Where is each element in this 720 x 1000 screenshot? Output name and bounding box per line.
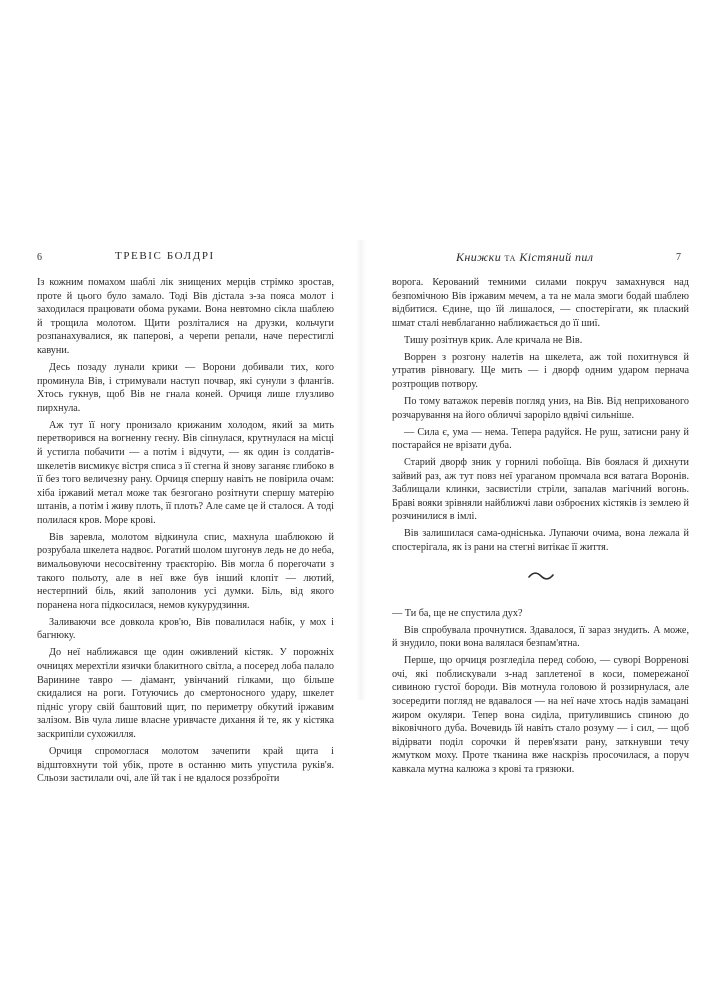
- paragraph: Із кожним помахом шаблі лік знищених мерців стрімко зростав, проте й цього було замало. Тоді Вів дістала з-за пояса молот і заходилася працювати обома руками. Вона невтомно сікла шаблею й трощила молотом. Щити розліталися на друзки, кольчуги розпанахувалися, як паперові, а черепи репали, наче перестиглі кавуни.: [37, 277, 334, 356]
- paragraph: Вів залишилася сама-одніснька. Лупаючи очима, вона лежала й спостерігала, як із рани на стегні витікає її життя.: [392, 528, 689, 554]
- paragraph: ворога. Керований темними силами покруч замахнувся над безпомічною Вів іржавим мечем, а та не мала змоги бодай шаблею відбитися. Єдине, що їй лишалося, — спостерігати, як плаский шмат сталі невблаганно наближається до її шиї.: [392, 277, 689, 329]
- right-page-number: 7: [676, 252, 681, 263]
- book-gutter: [356, 240, 366, 700]
- ornament-icon: [527, 571, 555, 581]
- paragraph: — Сила є, ума — нема. Тепера радуйся. Не руш, затисни рану й постарайся не врізати дуба.: [392, 426, 689, 452]
- paragraph: Орчиця спромоглася молотом зачепити край щита і відштовхнути той убік, проте в останню мить упустила руків'я. Сльози застилали очі, але їй так і не вдалося роззброїти: [37, 745, 334, 785]
- running-head-title-1: Книжки: [456, 250, 502, 264]
- paragraph: До неї наближався ще один оживлений кістяк. У порожніх очницях мерехтіли язички блакитного світла, а посеред лоба палало Варинине тавро — діамант, увінчаний гілками, що більше скидалися на роги. Готуючись до смертоносного удару, шкелет підніс угору свій баштовий щит, по периметру обкутий іржавим залізом. Вів чула лише власне уривчасте дихання й те, як у кістяка заскрипіли сухожилля.: [37, 647, 334, 740]
- section-break-ornament: [392, 569, 689, 585]
- left-page-number: 6: [37, 252, 42, 263]
- paragraph: Десь позаду лунали крики — Ворони добивали тих, кого проминула Вів, і стримували наступ почвар, які сунули з флангів. Хтось гукнув, щоб Вів не гнала коней. Орчиця лише глузливо пирхнула.: [37, 361, 334, 414]
- paragraph: По тому ватажок перевів погляд униз, на Вів. Від неприхованого розчарування на його обличчі зароріло вдвічі сильніше.: [392, 395, 689, 421]
- paragraph: Старий дворф зник у горнилі побоїща. Вів боялася й дихнути зайвий раз, аж тут повз неї ураганом промчала вся ватага Воронів. Заблищали клинки, засвистіли стріли, запалав магічний вогонь. Браві вояки зрівняли найближчі лави озброєних кістяків із землею й розчинилися в імлі.: [392, 457, 689, 523]
- paragraph: Вів спробувала прочнутися. Здавалося, її зараз знудить. А може, й знудило, поки вона валялася безпам'ятна.: [392, 624, 689, 650]
- left-page-text: [37, 276, 334, 789]
- paragraph: Аж тут її ногу пронизало крижаним холодом, який за мить перетворився на вогненну геєну. Вів сіпнулася, крутнулася на місці й устигла побачити — а потім і відчути, — як один із солдатів-шкелетів висмикує вістря списа з її стегна й знову заганяє глибоко в її без того величезну рану. Орчиця спершу навіть не повірила очам: хіба іржавий метал може так безгогано розітнути спершу матерію штанів, а потім і живу плоть, її плоть? Але саме це й сталося. А тоді полилася кров. Море крові.: [37, 419, 334, 526]
- paragraph: — Ти ба, ще не спустила дух?: [392, 607, 523, 619]
- paragraph: Тишу розітнув крик. Але кричала не Вів.: [404, 334, 583, 346]
- paragraph: Заливаючи все довкола кров'ю, Вів повалилася набік, у мох і багнюку.: [37, 616, 334, 642]
- paragraph: Вів заревла, молотом відкинула спис, махнула шаблюкою й розрубала шкелета надвоє. Рогатий шолом шугонув ледь не до неба, вимальовуючи несосвітенну траєкторію. Вів могла б порегочати з такого польоту, але в неї вже був інший клопіт — лютий, нестерпний біль, який заполонив усі думки. Біль, від якого поранена нога підкосилася, немов кукурудзиння.: [37, 531, 334, 611]
- running-head-title-2: Кістяний пил: [519, 250, 594, 264]
- right-running-head: [456, 250, 593, 265]
- left-running-head: ТРЕВІС БОЛДРІ: [115, 250, 215, 262]
- paragraph: Воррен з розгону налетів на шкелета, аж той похитнувся й утратив рівновагу. Ще мить — і дворф одним ударом перначa розтрощив потвору.: [392, 351, 689, 390]
- running-head-conjunction: ТА: [504, 254, 516, 263]
- right-page-text: [392, 276, 689, 780]
- paragraph: Перше, що орчиця розгледіла перед собою, — суворі Ворренові очі, які поблискували з-над заплетеної в коси, помережаної сивиною густої бороди. Вів мотнула головою й роззирнулася, але зосередити погляд не вдавалося — на неї наче хтось надів замацані жиром окуляри. Тепер вона сиділа, притулившись спиною до віковічного дуба. Вочевидь їй навіть стало розуму — і сил, — щоб відірвати поділ сорочки й перев'язати рану, заткнувши течу жмутком моху. Проте тканина вже наскрізь просочилася, а поруч кавкала мутна калюжа з крові та грязюки.: [392, 655, 689, 775]
